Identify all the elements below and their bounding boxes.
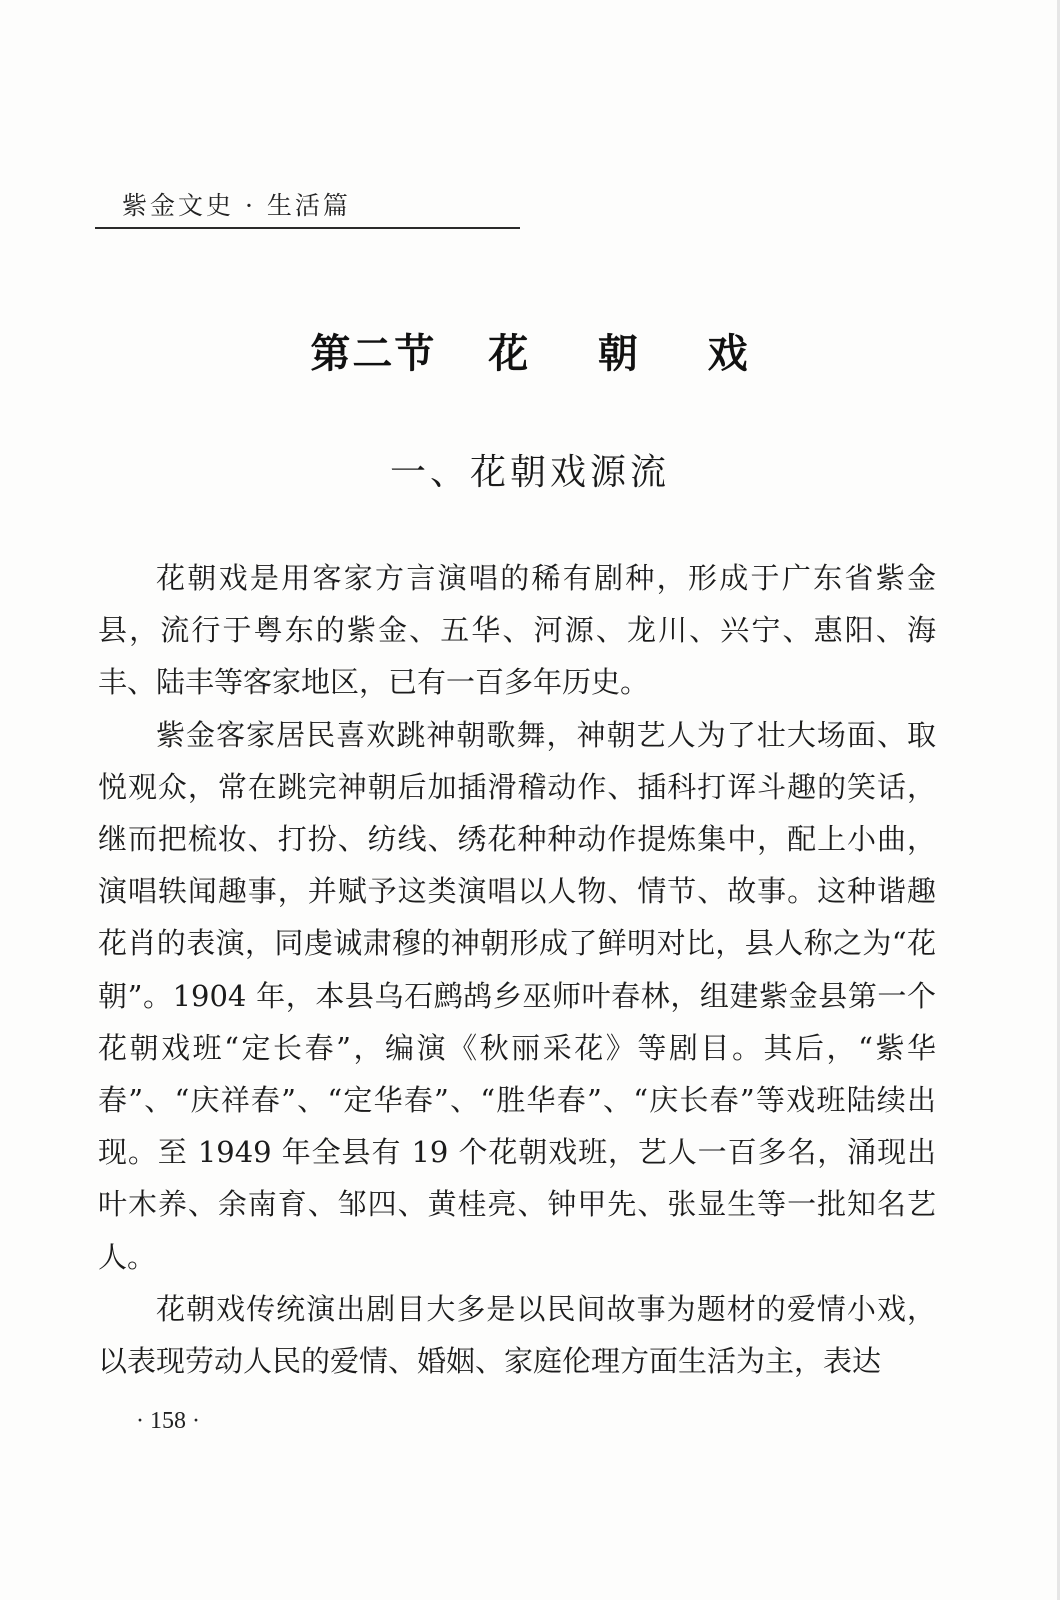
section-title-part: 朝 [597,330,640,377]
subsection-title: 一、花朝戏源流 [389,452,670,493]
paragraph: 紫金客家居民喜欢跳神朝歌舞，神朝艺人为了壮大场面、取悦观众，常在跳完神朝后加插滑稽动作、插科打诨斗趣的笑话，继而把梳妆、打扮、纺线、绣花种种动作提炼集中，配上小曲，演唱轶闻趣事，并赋予这类演唱以人物、情节、故事。这种谐趣花肖的表演，同虔诚肃穆的神朝形成了鲜明对比，县人称之为“花朝”。1904 年，本县乌石鹧鸪乡巫师叶春林，组建紫金县第一个花朝戏班“定长春”，编演《秋丽采花》等剧目。其后，“紫华春”、“庆祥春”、“定华春”、“胜华春”、“庆长春”等戏班陆续出现。至 1949 年全县有 19 个花朝戏班，艺人一百多名，涌现出叶木养、余南育、邹四、黄桂亮、钟甲先、张显生等一批知名艺人。 [98,717,936,1274]
section-title-part: 第二节 [310,330,437,377]
section-title-part: 戏 [707,330,750,377]
section-title [0,322,1060,379]
paragraph: 花朝戏是用客家方言演唱的稀有剧种，形成于广东省紫金县，流行于粤东的紫金、五华、河源、龙川、兴宁、惠阳、海丰、陆丰等客家地区，已有一百多年历史。 [98,561,936,700]
body-text [98,552,936,1387]
paragraph: 花朝戏传统演出剧目大多是以民间故事为题材的爱情小戏，以表现劳动人民的爱情、婚姻、家庭伦理方面生活为主，表达 [98,1291,936,1379]
header-rule [95,227,520,229]
section-title-part: 花 [488,330,531,377]
page-number: · 158 · [136,1408,200,1434]
running-header: 紫金文史 · 生活篇 [122,191,351,220]
